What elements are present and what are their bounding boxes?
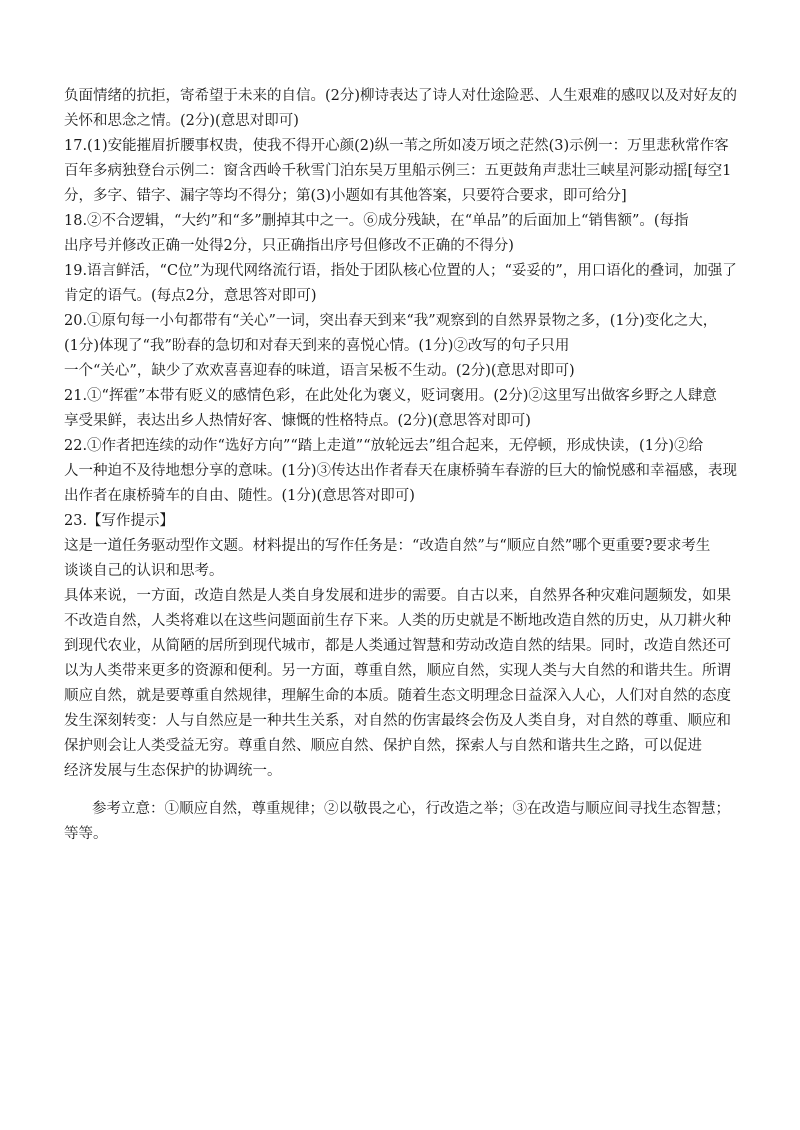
text-line: 谈谈自己的认识和思考。 bbox=[64, 563, 224, 579]
text-line: 以为人类带来更多的资源和便利。另一方面，尊重自然，顺应自然，实现人类与大自然的和谐共生。所谓 bbox=[64, 663, 731, 679]
text-line: 19.语言鲜活，“C位”为现代网络流行语，指处于团队核心位置的人；“妥妥的”，用口语化的叠词，加强了 bbox=[64, 263, 737, 279]
text-line: 人一种迫不及待地想分享的意味。(1分)③传达出作者春天在康桥骑车春游的巨大的愉悦感和幸福感，表现 bbox=[64, 463, 738, 479]
text-line: 等等。 bbox=[64, 826, 108, 842]
text-line: 到现代农业，从简陋的居所到现代城市，都是人类通过智慧和劳动改造自然的结果。同时，改造自然还可 bbox=[64, 638, 731, 654]
text-line: 百年多病独登台示例二：窗含西岭千秋雪门泊东吴万里船示例三：五更鼓角声悲壮三峡星河影动摇[每空1 bbox=[64, 163, 732, 179]
text-line: 17.(1)安能摧眉折腰事权贵，使我不得开心颜(2)纵一苇之所如凌万顷之茫然(3)示例一：万里悲秋常作客 bbox=[64, 138, 729, 154]
text-line: 关怀和思念之情。(2分)(意思对即可) bbox=[64, 113, 299, 129]
reference-ideas: 参考立意：①顺应自然，尊重规律；②以敬畏之心，行改造之举；③在改造与顺应间寻找生态智慧； bbox=[92, 801, 730, 817]
text-line: 保护则会让人类受益无穷。尊重自然、顺应自然、保护自然，探索人与自然和谐共生之路，可以促进 bbox=[64, 738, 702, 754]
section-heading: 23.【写作提示】 bbox=[64, 513, 175, 529]
text-line: 18.②不合逻辑，“大约”和“多”删掉其中之一。⑥成分残缺，在“单品”的后面加上“销售额”。(每指 bbox=[64, 213, 689, 229]
text-line: 具体来说，一方面，改造自然是人类自身发展和进步的需要。自古以来，自然界各种灾难问题频发，如果 bbox=[64, 588, 731, 604]
text-line: 顺应自然，就是要尊重自然规律，理解生命的本质。随着生态文明理念日益深入人心，人们对自然的态度 bbox=[64, 688, 731, 704]
text-line: 发生深刻转变：人与自然应是一种共生关系，对自然的伤害最终会伤及人类自身，对自然的尊重、顺应和 bbox=[64, 713, 731, 729]
text-line: 20.①原句每一小句都带有“关心”一词，突出春天到来“我”观察到的自然界景物之多，(1分)变化之大， bbox=[64, 313, 718, 329]
text-line: 一个“关心”，缺少了欢欢喜喜迎春的味道，语言呆板不生动。(2分)(意思对即可) bbox=[64, 363, 575, 379]
text-line: 出序号并修改正确一处得2分，只正确指出序号但修改不正确的不得分) bbox=[64, 238, 514, 254]
text-line: 21.①“挥霍”本带有贬义的感情色彩，在此处化为褒义，贬词褒用。(2分)②这里写出做客乡野之人肆意 bbox=[64, 388, 717, 404]
text-line: 肯定的语气。(每点2分，意思答对即可) bbox=[64, 288, 317, 304]
text-line: 负面情绪的抗拒，寄希望于未来的自信。(2分)柳诗表达了诗人对仕途险恶、人生艰难的感叹以及对好友的 bbox=[64, 88, 738, 104]
text-line: 22.①作者把连续的动作“选好方向”“踏上走道”“放轮远去”组合起来，无停顿，形成快读，(1分)②给 bbox=[64, 438, 704, 454]
text-line: 享受果鲜，表达出乡人热情好客、慷慨的性格特点。(2分)(意思答对即可) bbox=[64, 413, 531, 429]
text-line: 经济发展与生态保护的协调统一。 bbox=[64, 763, 282, 779]
text-line: 出作者在康桥骑车的自由、随性。(1分)(意思答对即可) bbox=[64, 488, 415, 504]
text-line: 不改造自然，人类将难以在这些问题面前生存下来。人类的历史就是不断地改造自然的历史，从刀耕火种 bbox=[64, 613, 731, 629]
text-line: 分，多字、错字、漏字等均不得分；第(3)小题如有其他答案，只要符合要求，即可给分] bbox=[64, 188, 627, 204]
text-line: 这是一道任务驱动型作文题。材料提出的写作任务是：“改造自然”与“顺应自然”哪个更重要?要求考生 bbox=[64, 538, 711, 554]
text-line: (1分)体现了“我”盼春的急切和对春天到来的喜悦心情。(1分)②改写的句子只用 bbox=[64, 338, 570, 354]
